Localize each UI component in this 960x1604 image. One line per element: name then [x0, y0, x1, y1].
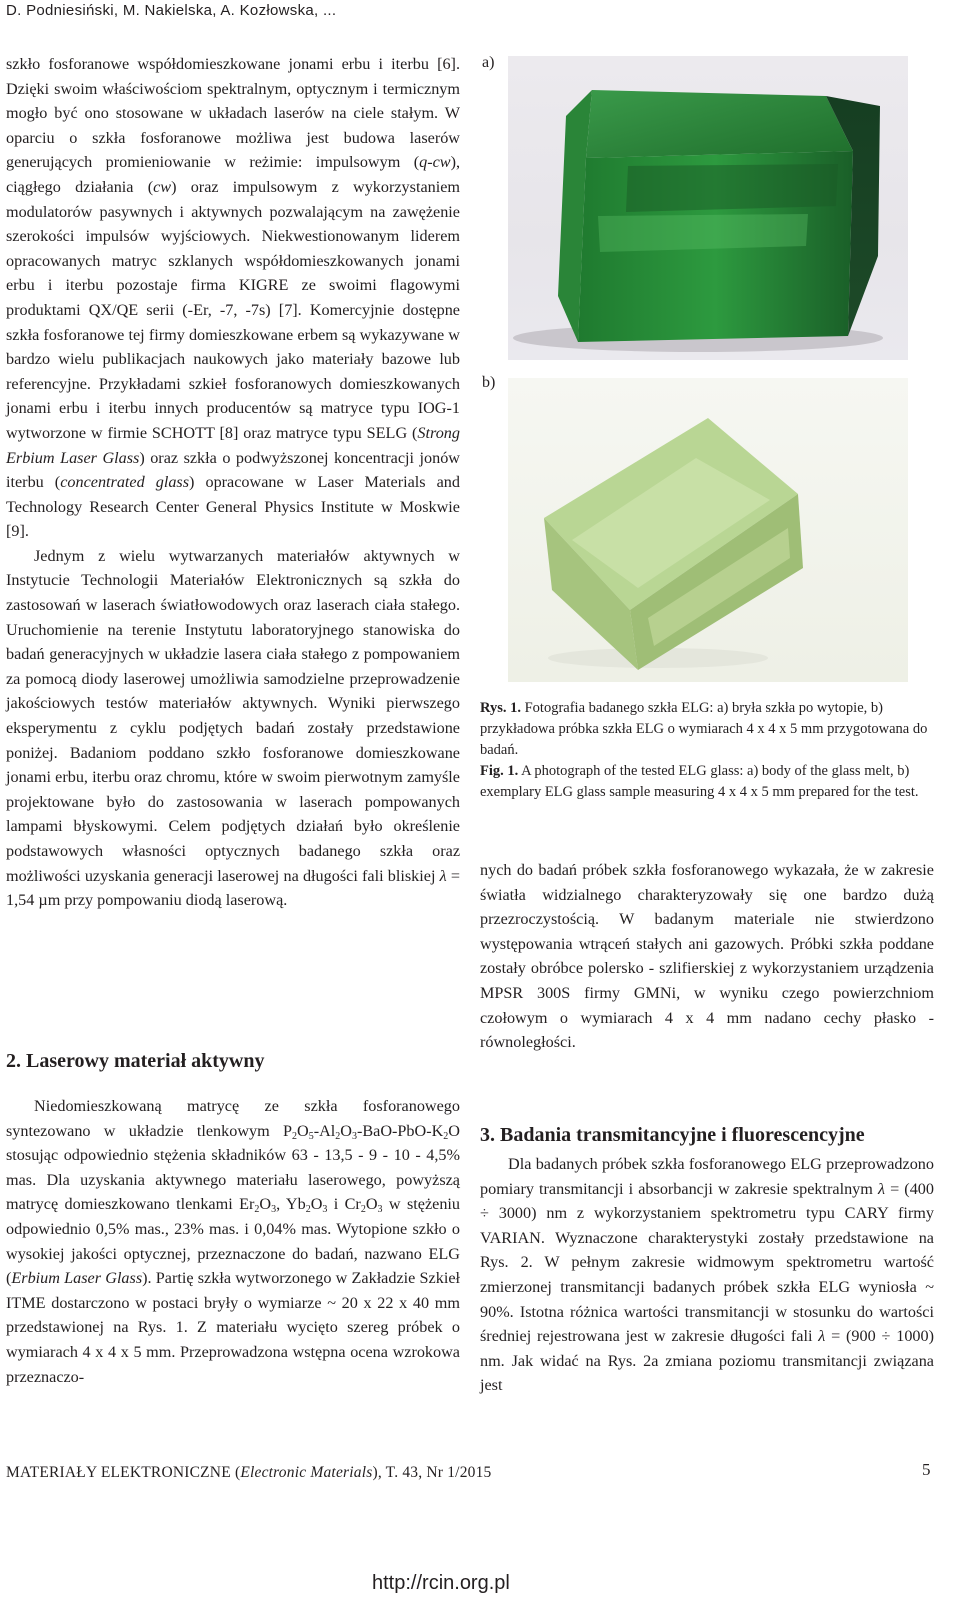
section-3-paragraph: Dla badanych próbek szkła fosforanowego ELG przeprowadzono pomiary transmitancji i absorbancji w zakresie spektralnym λ = (400 ÷ 3000) nm z wykorzystaniem spektrometru typu CARY firmy VARIAN. Wyznaczone charakterystyki zostały przedstawione na Rys. 2. W pełnym zakresie widmowym spektrometru wartość zmierzonej transmitancji badanych próbek szkła ELG wyniosła ~ 90%. Istotna różnica wartości transmitancji w stosunku do wartości średniej rejestrowana jest w zakresie długości fali λ = (900 ÷ 1000) nm. Jak widać na Rys. 2a zmiana poziomu transmitancji związana jest	[480, 1155, 934, 1395]
caption-english: Fig. 1. A photograph of the tested ELG glass: a) body of the glass melt, b) exemplary ELG glass sample measuring 4 x 4 x 5 mm prepared for the test.	[480, 763, 919, 800]
figure-caption	[480, 698, 930, 803]
source-url[interactable]: http://rcin.org.pl	[372, 1572, 510, 1594]
photo-glass-sample	[508, 378, 908, 682]
journal-footer: MATERIAŁY ELEKTRONICZNE (Electronic Materials), T. 43, Nr 1/2015	[6, 1464, 492, 1481]
paragraph-2: Jednym z wielu wytwarzanych materiałów aktywnych w Instytucie Technologii Materiałów Elektronicznych są szkła do zastosowań w laserach światłowodowych oraz laserach ciała stałego. Uruchomienie na terenie Instytutu laboratoryjnego stanowiska do badań generacyjnych w układzie lasera ciała stałego z pompowaniem za pomocą diody laserowej umożliwia samodzielne przeprowadzenie jakościowych testów materiałów aktywnych. Wyniki pierwszego eksperymentu z cyklu podjętych badań zostały przedstawione poniżej. Badaniom poddano szkło fosforanowe domieszkowane jonami erbu, iterbu oraz chromu, które w swoim pierwotnym zamyśle projektowane było do zastosowania w laserach pompowanych lampami błyskowymi. Celem podjętych działań było określenie podstawowych własności optycznych badanego szkła oraz możliwości uzyskania generacji laserowej na długości fali bliskiej λ = 1,54 µm przy pompowaniu diodą laserową.	[6, 546, 460, 910]
caption-polish: Rys. 1. Fotografia badanego szkła ELG: a) bryła szkła po wytopie, b) przykładowa próbka szkła ELG o wymiarach 4 x 4 x 5 mm przygotowana do badań.	[480, 700, 928, 758]
running-head: D. Podniesiński, M. Nakielska, A. Kozłowska, ...	[6, 2, 337, 19]
glass-sample-drawing	[508, 378, 908, 682]
photo-glass-body	[508, 56, 908, 360]
paragraph-1: szkło fosforanowe współdomieszkowane jonami erbu i iterbu [6]. Dzięki swoim właściwościom spektralnym, optycznym i termicznym mogło być ono stosowane w układach laserów na ciele stałym. W oparciu o szkła fosforanowe możliwa jest budowa laserów generujących promieniowanie w reżimie: impulsowym (q-cw), ciągłego działania (cw) oraz impulsowym z wykorzystaniem modulatorów pasywnych i aktywnych pozwalającym na zawężenie szerokości impulsów wyjściowych. Niekwestionowanym liderem opracowanych matryc szklanych współdomieszkowanych jonami erbu i iterbu pozostaje firma KIGRE ze swoimi flagowymi produktami QX/QE serii (-Er, -7, -7s) [7]. Komercyjnie dostępne szkła fosforanowe tej firmy domieszkowane erbem są wykazywane w bardzo wielu publikacjach naukowych jako materiały bazowe lub referencyjne. Przykładami szkieł fosforanowych domieszkowanych jonami erbu i iterbu innych producentów są matryce typu IOG-1 wytworzone w firmie SCHOTT [8] oraz matryce typu SELG (Strong Erbium Laser Glass) oraz szkła o podwyższonej koncentracji jonów iterbu (concentrated glass) opracowane w Laser Materials and Technology Research Center General Physics Institute w Moskwie [9].	[6, 55, 460, 541]
section-3-text	[480, 1152, 934, 1398]
right-column-text	[480, 858, 934, 1055]
left-column-text	[6, 52, 460, 913]
figure-label-b: b)	[482, 374, 496, 391]
section-2-heading: 2. Laserowy materiał aktywny	[6, 1050, 265, 1072]
glass-body-drawing	[508, 56, 908, 360]
continuation-paragraph: nych do badań próbek szkła fosforanowego wykazała, że w zakresie światła widzialnego charakteryzowały się one bardzo dużą przezroczystością. W badanym materiale nie stwierdzono występowania wtrąceń stałych ani gazowych. Próbki szkła poddane zostały obróbce polersko - szlifierskiej z wykorzystaniem urządzenia MPSR 300S firmy GMNi, w wyniku czego powierzchniom czołowym o wymiarach 4 x 4 mm nadano cechy płasko - równoległości.	[480, 861, 934, 1052]
section-2-text	[6, 1094, 460, 1389]
page-number: 5	[922, 1460, 931, 1479]
section-2-paragraph: Niedomieszkowaną matrycę ze szkła fosforanowego syntezowano w układzie tlenkowym $P_2O_5-Al_2O_3-BaO-PbO-K_2O$ stosując odpowiednio stężenia składników 63 - 13,5 - 9 - 10 - 4,5% mas. Dla uzyskania aktywnego materiału laserowego, powyższą matrycę domieszkowano tlenkami $Er_2O_3$, $Yb_2O_3$ i $Cr_2O_3$ w stężeniu odpowiednio 0,5% mas., 23% mas. i 0,04% mas. Wytopione szkło o wysokiej jakości optycznej, przeznaczone do badań, nazwano ELG (Erbium Laser Glass). Partię szkła wytworzonego w Zakładzie Szkieł ITME dostarczono w postaci bryły o wymiarze ~ 20 x 22 x 40 mm przedstawionej na Rys. 1. Z materiału wycięto szereg próbek o wymiarach 4 x 4 x 5 mm. Przeprowadzona wstępna ocena wzrokowa przeznaczo-	[6, 1097, 461, 1386]
figure-label-a: a)	[482, 54, 495, 71]
section-3-heading: 3. Badania transmitancyjne i fluorescencyjne	[480, 1124, 865, 1146]
